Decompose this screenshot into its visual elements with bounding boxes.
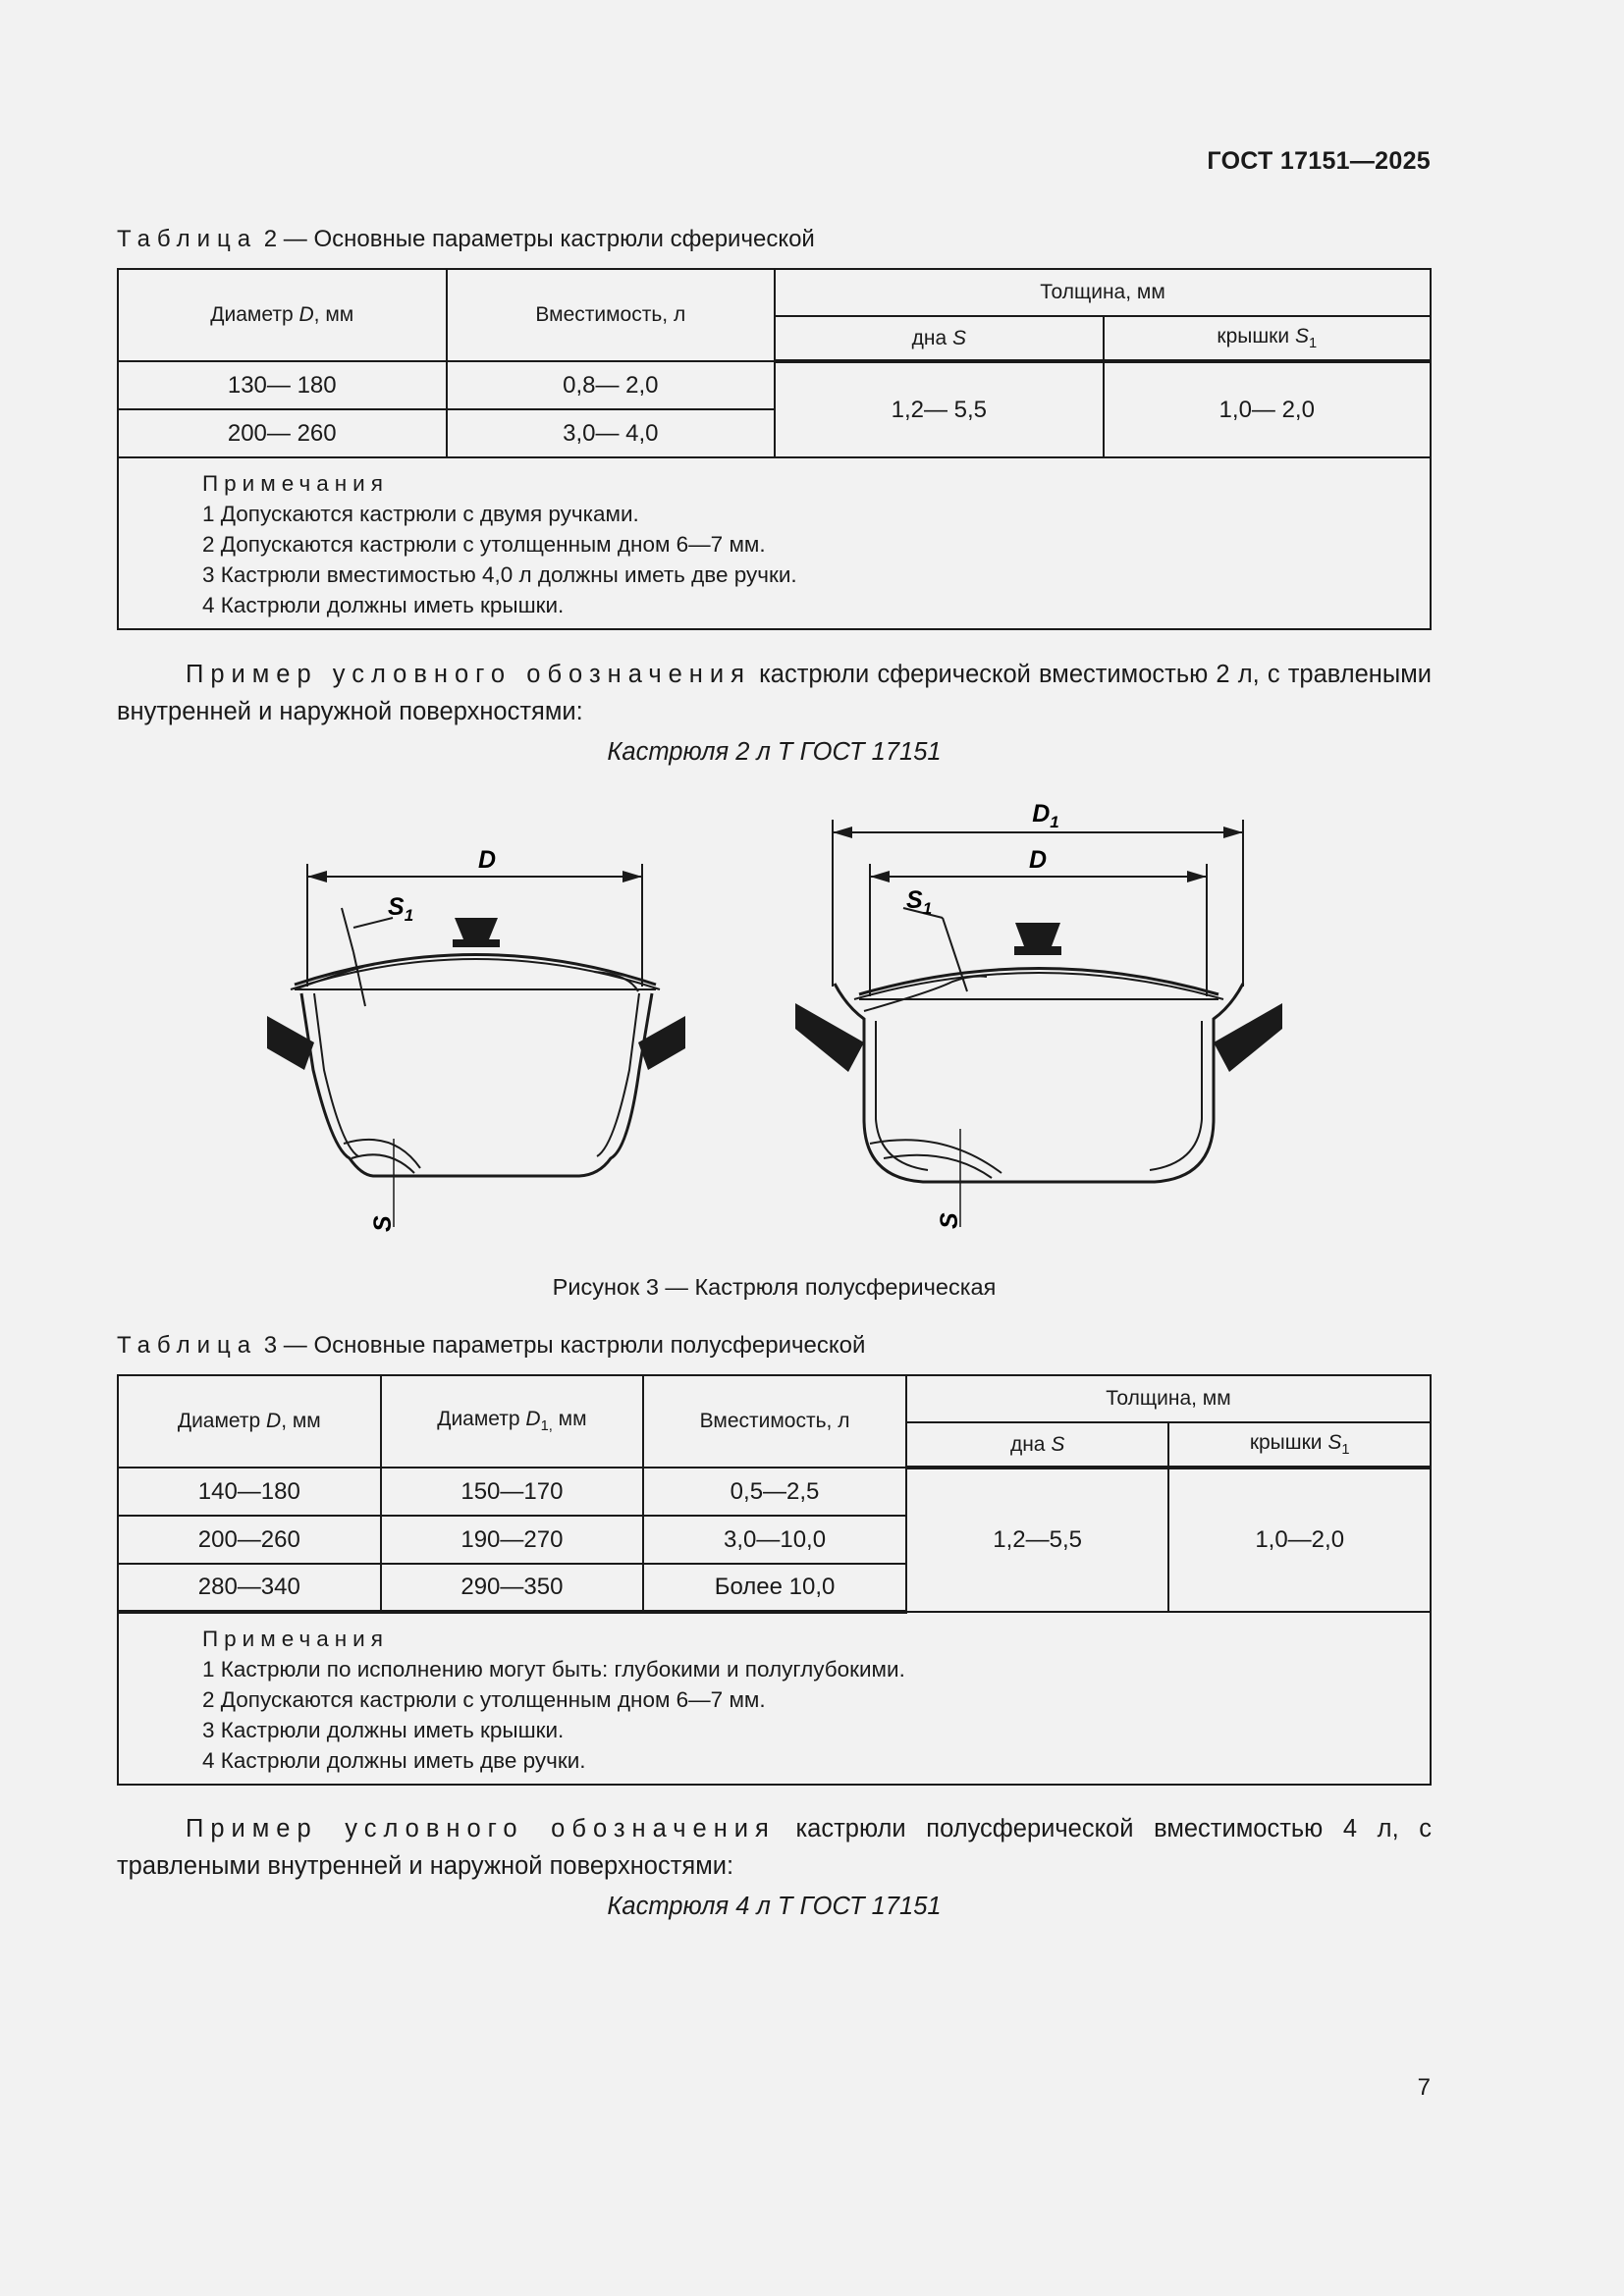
table3-cell-capacity: 3,0—10,0	[643, 1516, 906, 1564]
pot-left-body	[301, 993, 652, 1176]
table3-header-lid: крышки $S_1$	[1168, 1422, 1431, 1468]
example2-designation: Кастрюля 4 л Т ГОСТ 17151	[607, 1893, 942, 1920]
table3-notes	[118, 1612, 1431, 1785]
note-item: 3 Кастрюли должны иметь крышки.	[202, 1718, 565, 1742]
pot-left	[267, 918, 685, 1227]
label-D-right: D	[1028, 846, 1048, 874]
example1-lead: Пример условного обозначения	[186, 661, 751, 688]
table2-header-thickness: Толщина, мм	[775, 269, 1431, 316]
label-D-left: D	[477, 846, 497, 874]
note-item: 2 Допускаются кастрюли с утолщенным дном 6—7 мм.	[202, 532, 766, 557]
table3-cell-capacity: Более 10,0	[643, 1564, 906, 1612]
table3-header-bottom: дна S	[906, 1422, 1168, 1468]
table3-cell-diameter: 200—260	[118, 1516, 381, 1564]
table2-cell-lid: 1,0— 2,0	[1104, 361, 1432, 457]
figure3-caption: Рисунок 3 — Кастрюля полусферическая	[552, 1274, 997, 1300]
page-number: 7	[1417, 2074, 1431, 2101]
table2-cell-diameter: 130— 180	[118, 361, 447, 409]
label-S1-left: $S_1$	[388, 893, 414, 925]
table2-header-diameter: Диаметр D, мм	[118, 269, 447, 361]
example2-paragraph	[117, 1810, 1432, 1885]
label-S1-right: $S_1$	[906, 886, 933, 918]
table3-cell-diameter: 280—340	[118, 1564, 381, 1612]
example2-lead: Пример условного обозначения	[186, 1815, 776, 1842]
table2-cell-diameter: 200— 260	[118, 409, 447, 457]
label-S-right: S	[936, 1212, 963, 1229]
table2-cell-capacity: 0,8— 2,0	[447, 361, 776, 409]
table3-caption	[117, 1332, 865, 1360]
note-item: 4 Кастрюли должны иметь две ручки.	[202, 1748, 586, 1773]
example1-designation: Кастрюля 2 л Т ГОСТ 17151	[607, 738, 942, 766]
handle-right-left	[795, 1003, 864, 1072]
table3-header-diameter1: Диаметр $D_{1,}$ мм	[381, 1375, 644, 1468]
table3-header-diameter: Диаметр D, мм	[118, 1375, 381, 1468]
table2-header-lid: крышки $S_1$	[1104, 316, 1432, 361]
notes-title: Примечания	[202, 471, 389, 496]
note-item: 3 Кастрюли вместимостью 4,0 л должны иметь две ручки.	[202, 562, 797, 587]
pot-right-body	[835, 984, 1243, 1182]
pot-right	[795, 923, 1282, 1227]
table2-caption-text: 2 — Основные параметры кастрюли сферической	[257, 226, 815, 252]
label-S-left: S	[369, 1215, 397, 1232]
table2-cell-bottom: 1,2— 5,5	[775, 361, 1103, 457]
table3-cell-capacity: 0,5—2,5	[643, 1468, 906, 1516]
table3	[117, 1374, 1432, 1786]
table3-cell-diameter1: 290—350	[381, 1564, 644, 1612]
table3-caption-prefix: Таблица	[117, 1332, 258, 1359]
note-item: 4 Кастрюли должны иметь крышки.	[202, 593, 565, 617]
handle-right-right	[1214, 1003, 1282, 1072]
table3-caption-text: 3 — Основные параметры кастрюли полусферической	[257, 1332, 866, 1359]
note-item: 1 Допускаются кастрюли с двумя ручками.	[202, 502, 639, 526]
handle-left-right	[638, 1016, 685, 1070]
table2-header-capacity: Вместимость, л	[447, 269, 776, 361]
table3-cell-bottom: 1,2—5,5	[906, 1468, 1168, 1612]
notes-title: Примечания	[202, 1627, 389, 1651]
note-item: 1 Кастрюли по исполнению могут быть: глубокими и полуглубокими.	[202, 1657, 905, 1682]
table2-caption-prefix: Таблица	[117, 226, 258, 252]
example1-text: кастрюли сферической вместимостью 2 л, с травлеными внутренней и наружной поверхностями:	[117, 661, 1432, 725]
table-row	[118, 1468, 1431, 1516]
table2-header-bottom: дна S	[775, 316, 1103, 361]
table3-cell-diameter1: 190—270	[381, 1516, 644, 1564]
example2-text: кастрюли полусферической вместимостью 4 л, с травлеными внутренней и наружной поверхностями:	[117, 1815, 1433, 1880]
table3-cell-diameter1: 150—170	[381, 1468, 644, 1516]
table3-cell-lid: 1,0—2,0	[1168, 1468, 1431, 1612]
table3-header-capacity: Вместимость, л	[643, 1375, 906, 1468]
table3-header-thickness: Толщина, мм	[906, 1375, 1431, 1422]
standard-code: ГОСТ 17151—2025	[1207, 147, 1431, 175]
table3-cell-diameter: 140—180	[118, 1468, 381, 1516]
table2-cell-capacity: 3,0— 4,0	[447, 409, 776, 457]
note-item: 2 Допускаются кастрюли с утолщенным дном 6—7 мм.	[202, 1687, 766, 1712]
label-D1-right: $D_1$	[1032, 800, 1059, 831]
